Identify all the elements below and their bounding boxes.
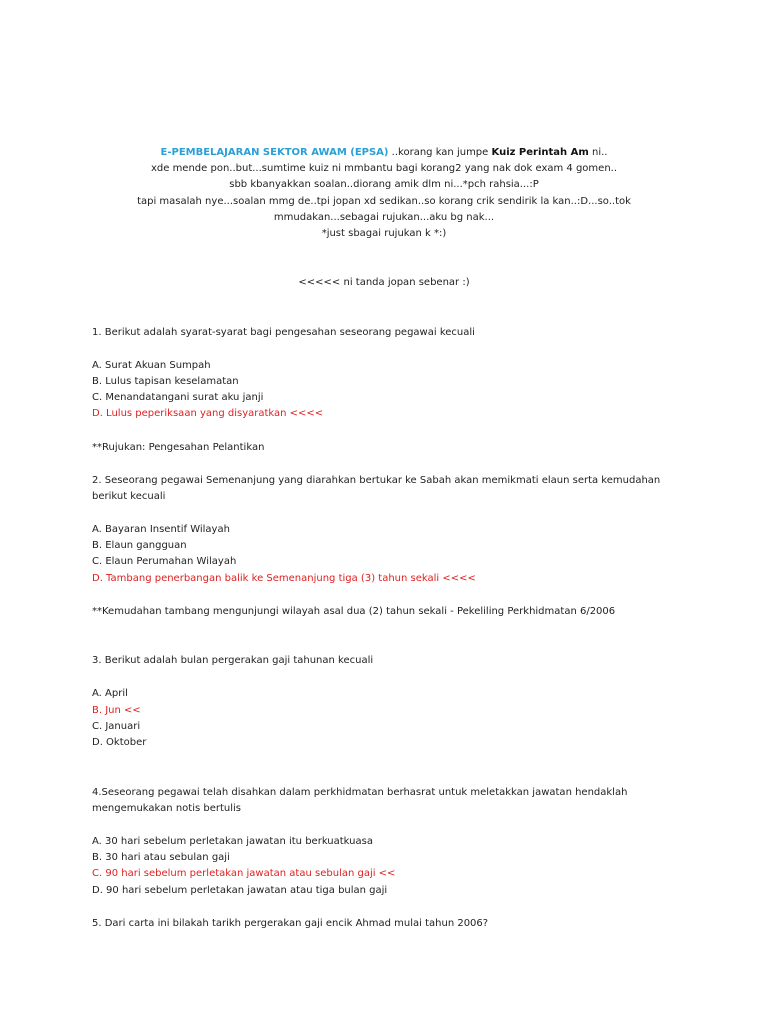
question-4-option-a: A. 30 hari sebelum perletakan jawatan itu berkuatkuasa [92,836,373,847]
question-3-correct-answer: B. Jun << [92,705,141,716]
epsa-title-link[interactable]: E-PEMBELAJARAN SEKTOR AWAM (EPSA) [160,147,389,158]
intro-line-4: tapi masalah nye...soalan mmg de..tpi jopan xd sedikan..so korang crik sendirik la kan..:D...so..tok [137,195,631,207]
question-3-option-c: C. Januari [92,721,141,732]
question-1-option-c: C. Menandatangani surat aku janji [92,392,264,403]
question-2-option-c: C. Elaun Perumahan Wilayah [92,556,237,567]
question-2-text-line-1: 2. Seseorang pegawai Semenanjung yang diarahkan bertukar ke Sabah akan memikmati elaun serta kemudahan [92,475,661,486]
intro-line-1 [0,145,768,161]
question-4-option-d: D. 90 hari sebelum perletakan jawatan atau tiga bulan gaji [92,885,388,896]
question-3-text: 3. Berikut adalah bulan pergerakan gaji tahunan kecuali [92,655,374,666]
question-4-text-line-2: mengemukakan notis bertulis [92,803,241,814]
question-1-option-b: B. Lulus tapisan keselamatan [92,376,239,387]
question-2-reference-note: **Kemudahan tambang mengunjungi wilayah asal dua (2) tahun sekali - Pekeliling Perkhidmatan 6/2006 [92,606,616,617]
question-3-option-a: A. April [92,688,128,699]
question-2-option-b: B. Elaun gangguan [92,540,187,551]
question-1-option-a: A. Surat Akuan Sumpah [92,360,211,371]
question-4-option-b: B. 30 hari atau sebulan gaji [92,852,230,863]
question-3-option-d: D. Oktober [92,737,147,748]
question-1-text: 1. Berikut adalah syarat-syarat bagi pengesahan seseorang pegawai kecuali [92,327,475,338]
question-2-text-line-2: berikut kecuali [92,491,166,502]
intro-line-5: mmudakan...sebagai rujukan...aku bg nak... [273,211,495,223]
kuiz-perintah-am-title: Kuiz Perintah Am [491,147,589,158]
question-2-correct-answer: D. Tambang penerbangan balik ke Semenanjung tiga (3) tahun sekali <<<< [92,573,476,584]
question-4-text-line-1: 4.Seseorang pegawai telah disahkan dalam perkhidmatan berhasrat untuk meletakkan jawatan hendaklah [92,787,628,798]
question-2-option-a: A. Bayaran Insentif Wilayah [92,524,230,535]
question-5-text: 5. Dari carta ini bilakah tarikh pergerakan gaji encik Ahmad mulai tahun 2006? [92,918,489,929]
intro-block [0,145,768,242]
question-1-correct-answer: D. Lulus peperiksaan yang disyaratkan <<<< [92,408,324,419]
question-1-reference-note: **Rujukan: Pengesahan Pelantikan [92,442,265,453]
intro-line-1-mid: ..korang kan jumpe [388,147,492,158]
intro-line-1-end: ni.. [588,147,608,158]
intro-line-3: sbb kbanyakkan soalan..diorang amik dlm ni...*pch rahsia...:P [229,179,539,191]
question-4-correct-answer: C. 90 hari sebelum perletakan jawatan atau sebulan gaji << [92,868,396,879]
intro-line-2: xde mende pon..but...sumtime kuiz ni mmbantu bagi korang2 yang nak dok exam 4 gomen.. [150,163,618,175]
intro-line-6: *just sbagai rujukan k *:) [321,228,447,240]
answer-marker-legend: <<<<< ni tanda jopan sebenar :) [298,277,470,288]
